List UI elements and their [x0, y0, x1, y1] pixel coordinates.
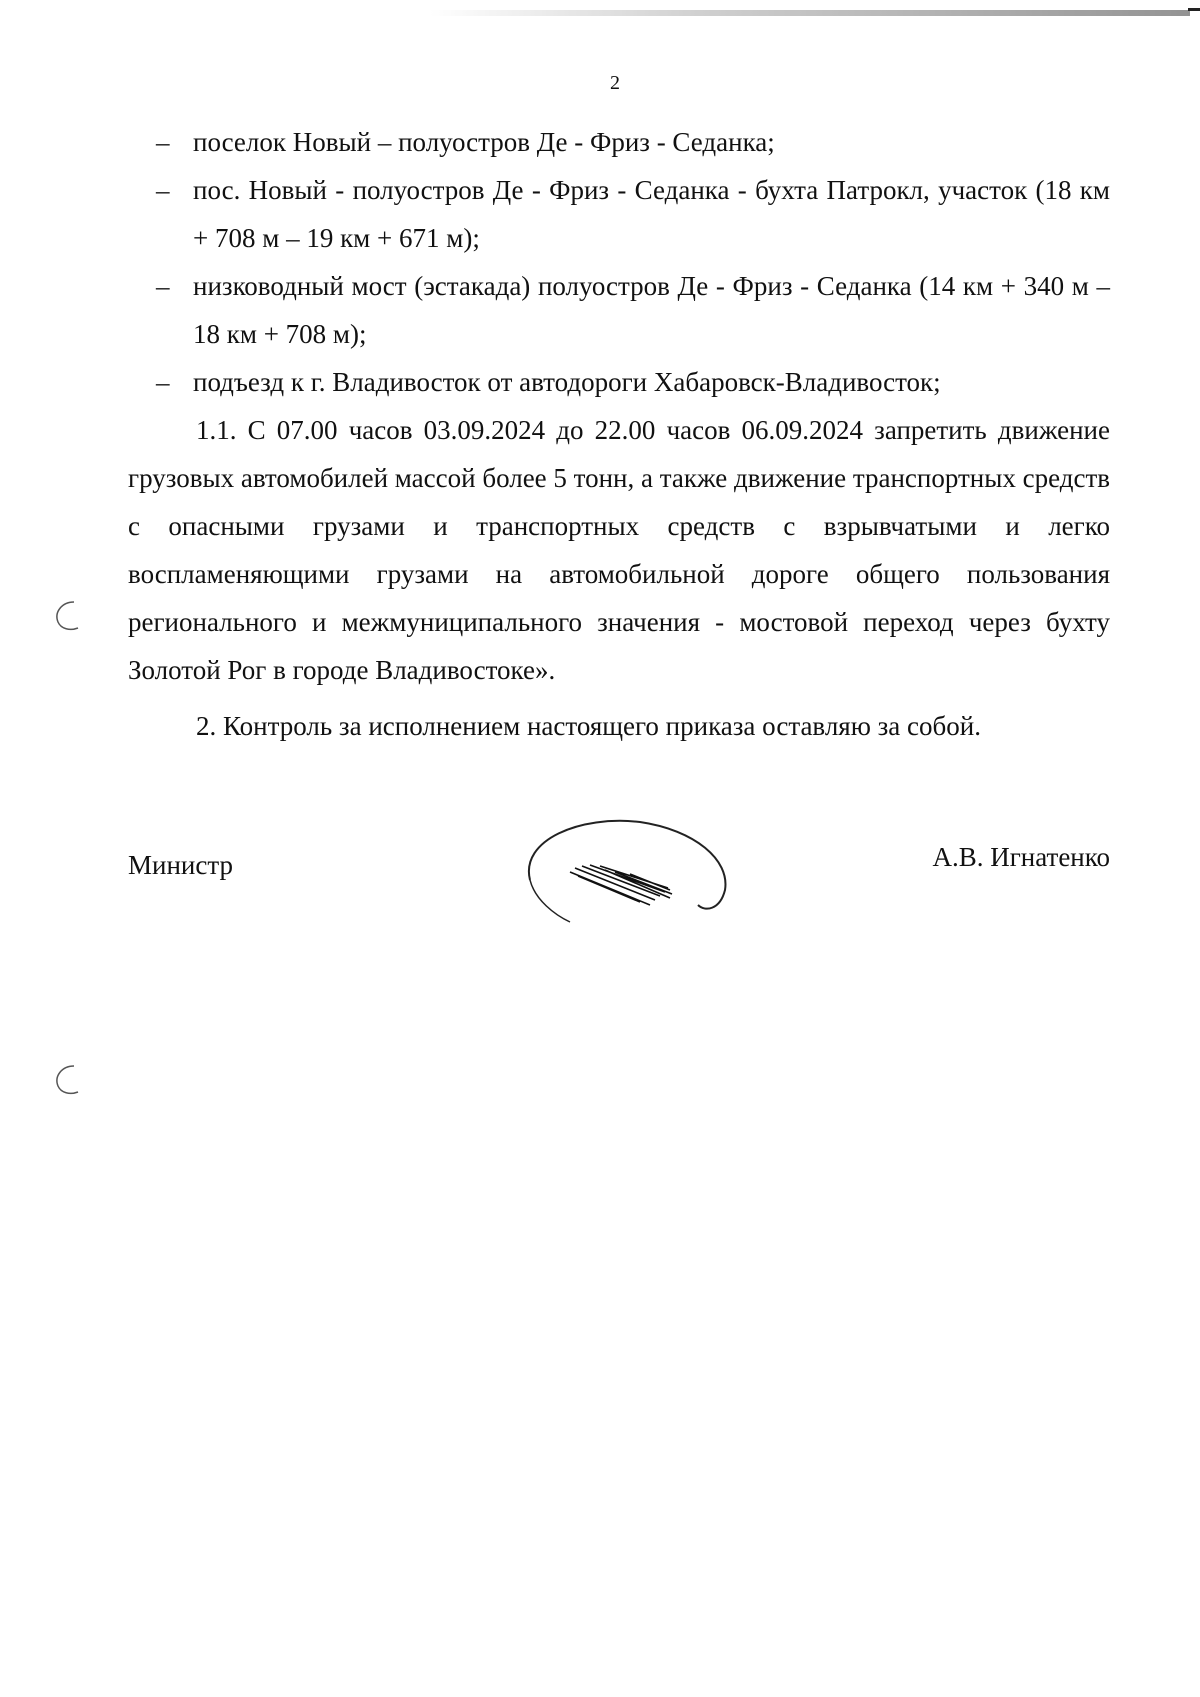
paragraph-2: 2. Контроль за исполнением настоящего приказа оставляю за собой.	[196, 711, 981, 741]
list-item-text: пос. Новый - полуостров Де - Фриз - Седанка - бухта Патрокл, участок (18 км + 708 м – 19 км + 671 м);	[193, 175, 1110, 253]
document-body	[128, 118, 1110, 750]
page-number: 2	[610, 72, 620, 94]
list-item-text: низководный мост (эстакада) полуостров Де - Фриз - Седанка (14 км + 340 м – 18 км + 708 м);	[193, 271, 1110, 349]
signatory-title: Министр	[128, 850, 233, 880]
list-item	[128, 262, 1110, 358]
scan-edge-mark	[1188, 8, 1200, 11]
punch-hole-mark	[52, 598, 86, 632]
list-item-text: поселок Новый – полуостров Де - Фриз - Седанка;	[193, 127, 775, 157]
bullet-dash: –	[156, 175, 170, 205]
handwritten-signature	[520, 810, 740, 925]
bullet-dash: –	[156, 271, 170, 301]
scan-edge-shadow	[430, 10, 1190, 16]
bullet-dash: –	[156, 127, 170, 157]
list-item	[128, 166, 1110, 262]
signatory-name: А.В. Игнатенко	[932, 842, 1110, 872]
list-item	[128, 118, 1110, 166]
list-item-text: подъезд к г. Владивосток от автодороги Хабаровск-Владивосток;	[193, 367, 941, 397]
list-item	[128, 358, 1110, 406]
punch-hole-mark	[52, 1062, 86, 1096]
bullet-dash: –	[156, 367, 170, 397]
paragraph-1-1: 1.1. С 07.00 часов 03.09.2024 до 22.00 часов 06.09.2024 запретить движение грузовых автомобилей массой более 5 тонн, а также движение транспортных средств с опасными грузами и транспортных средств с взрывчатыми и легко воспламеняющими грузами на автомобильной дороге общего пользования регионального и межмуниципального значения - мостовой переход через бухту Золотой Рог в городе Владивостоке».	[128, 415, 1111, 685]
